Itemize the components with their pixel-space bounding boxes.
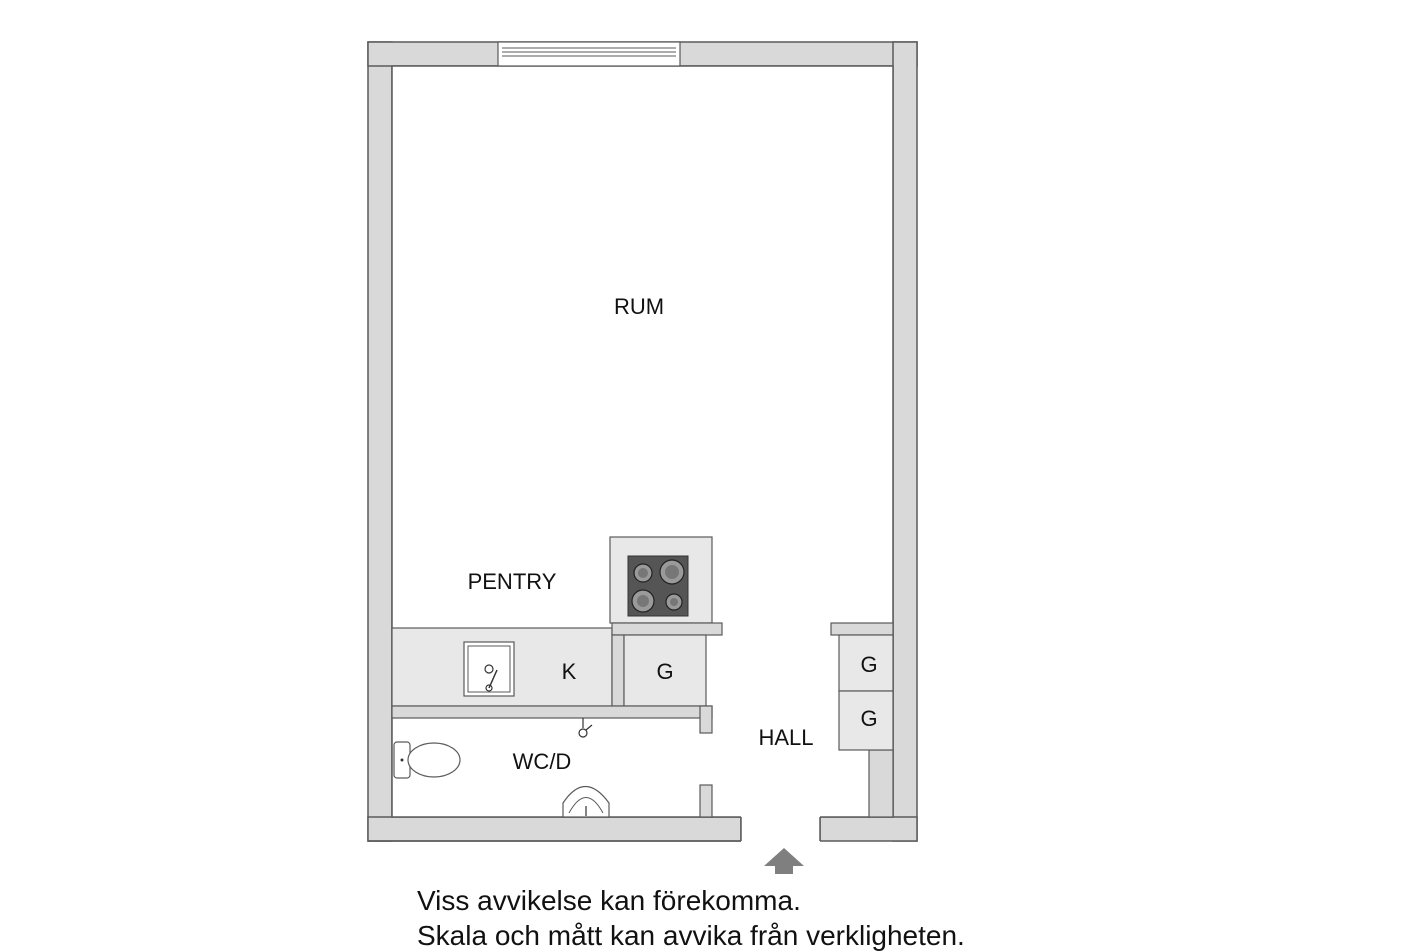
disclaimer-line-1: Viss avvikelse kan förekomma. — [417, 885, 801, 916]
disclaimer-line-2: Skala och mått kan avvika från verkligheten. — [417, 920, 965, 951]
room-label-rum: RUM — [613, 294, 665, 319]
label-g-hall-2: G — [860, 706, 878, 731]
stove-cabinet — [610, 537, 712, 623]
entrance-arrow-icon — [764, 848, 804, 874]
label-g-pentry: G — [656, 659, 674, 684]
room-label-hall: HALL — [758, 725, 814, 750]
label-g-hall-1: G — [860, 652, 878, 677]
toilet-icon — [394, 742, 460, 778]
room-label-pentry: PENTRY — [467, 569, 557, 594]
kitchen-counter — [392, 628, 612, 706]
window — [498, 42, 680, 66]
room-label-wcd: WC/D — [512, 749, 572, 774]
label-k: K — [561, 659, 577, 684]
